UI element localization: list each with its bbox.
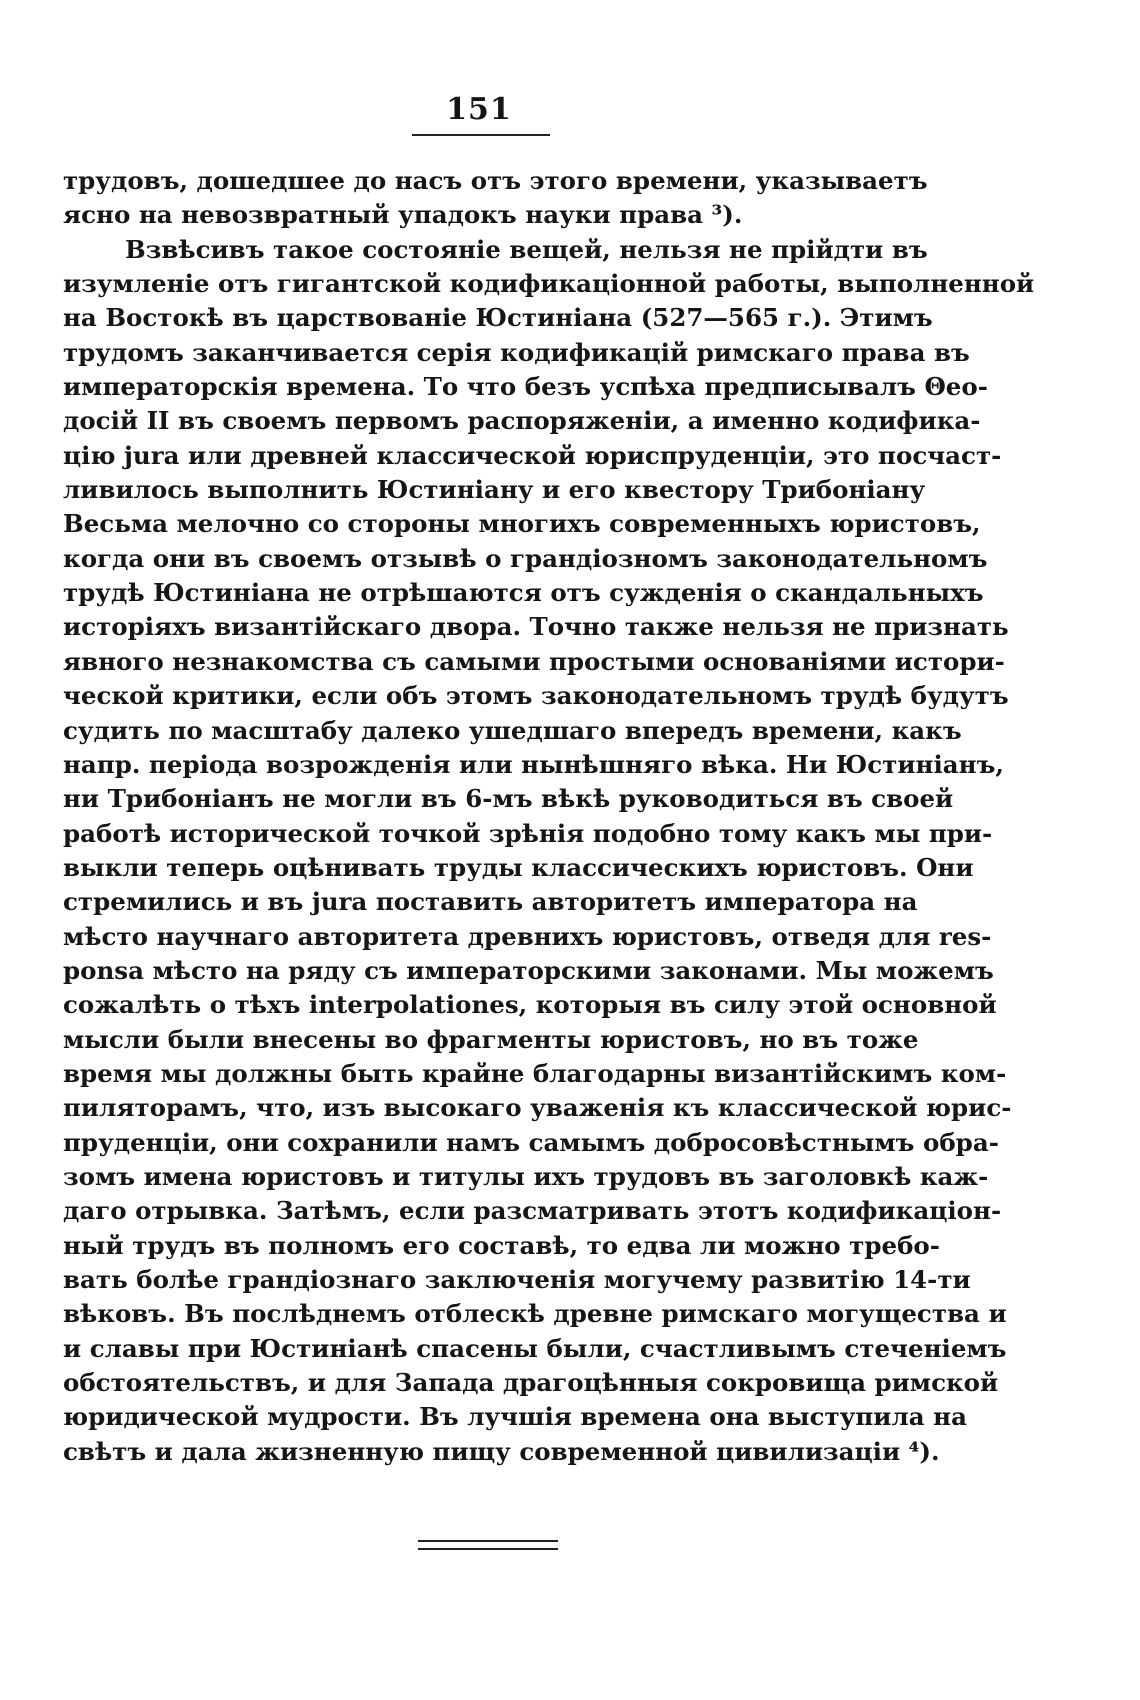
text-line: и славы при Юстиніанѣ спасены были, счастливымъ стеченіемъ [63,1333,1007,1363]
text-line: даго отрывка. Затѣмъ, если разсматривать этотъ кодификацiон- [63,1196,1002,1226]
end-rule [418,1540,558,1542]
text-line: явного незнакомства съ самыми простыми основаніями истори- [63,646,1005,676]
text-line: вѣковъ. Въ послѣднемъ отблескѣ древне римскаго могущества и [63,1299,1007,1329]
text-line: Весьма мелочно со стороны многихъ современныхъ юристовъ, [63,509,981,539]
end-rule [418,1548,558,1550]
text-line: время мы должны быть крайне благодарны византійскимъ ком- [63,1058,1007,1088]
text-line: вать болѣе грандіознаго заключенія могучему развитію 14-ти [63,1265,971,1294]
text-line: исторіяхъ византійскаго двора. Точно также нельзя не признать [63,612,1009,642]
text-line: цію jura или древней классической юриспруденціи, это посчаст- [63,440,1002,470]
text-line: ясно на невозвратный упадокъ науки права ³). [63,200,743,230]
text-line: Взвѣсивъ такое состояніе вещей, нельзя не прійдти въ [125,234,928,264]
text-line: судить по масштабу далеко ушедшаго впередъ времени, какъ [63,715,962,745]
text-line: ный трудъ въ полномъ его составѣ, то едва ли можно требо- [63,1230,940,1260]
text-line: зомъ имена юристовъ и титулы ихъ трудовъ въ заголовкѣ каж- [63,1161,989,1191]
text-line: ponsa мѣсто на ряду съ императорскими законами. Мы можемъ [63,955,994,985]
text-line: ческой критики, если объ этомъ законодательномъ трудѣ будутъ [63,681,1009,711]
text-line: работѣ исторической точкой зрѣнія подобно тому какъ мы при- [63,818,993,848]
text-line: мысли были внесены во фрагменты юристовъ, но въ тоже [63,1024,919,1054]
text-line: обстоятельствъ, и для Запада драгоцѣнныя сокровища римской [63,1368,999,1398]
text-line: выкли теперь оцѣнивать труды классическихъ юристовъ. Они [63,852,974,882]
text-line: на Востокѣ въ царствованіе Юстиніана (527—565 г.). Этимъ [63,303,933,333]
text-line: сожалѣть о тѣхъ interpolationes, которыя въ силу этой основной [63,990,997,1020]
text-line: стремились и въ jura поставить авторитетъ императора на [63,887,918,917]
text-line: трудовъ, дошедшее до насъ отъ этого времени, указываетъ [63,166,928,195]
text-line: ни Трибоніанъ не могли въ 6-мъ вѣкѣ руководиться въ своей [63,784,954,814]
text-line: ливилось выполнить Юстиніану и его квестору Трибоніану [63,475,926,505]
text-line: когда они въ своемъ отзывѣ о грандіозномъ законодательномъ [63,543,988,573]
text-line: трудѣ Юстиніана не отрѣшаются отъ сужденія о скандальныхъ [63,578,984,608]
page-number: 151 [446,92,512,127]
text-line: пруденціи, они сохранили намъ самымъ добросовѣстнымъ обра- [63,1127,999,1157]
header-rule [412,134,550,136]
text-line: свѣтъ и дала жизненную пищу современной цивилизаціи ⁴). [63,1436,940,1466]
text-line: напр. періода возрожденія или нынѣшняго вѣка. Ни Юстиніанъ, [63,749,1004,779]
text-line: трудомъ заканчивается серія кодификацій римскаго права въ [63,337,970,367]
text-line: юридической мудрости. Въ лучшія времена она выступила на [63,1402,967,1432]
text-line: императорскія времена. То что безъ успѣха предписывалъ Θео- [63,372,988,402]
text-line: досій II въ своемъ первомъ распоряженіи, а именно кодифика- [63,406,981,436]
text-line: изумленіе отъ гигантской кодификаціонной работы, выполненной [63,269,1035,299]
text-line: мѣсто научнаго авторитета древнихъ юристовъ, отведя для res- [63,921,992,951]
text-line: пиляторамъ, что, изъ высокаго уваженія къ классической юрис- [63,1093,1012,1123]
body-text [63,164,1035,1469]
